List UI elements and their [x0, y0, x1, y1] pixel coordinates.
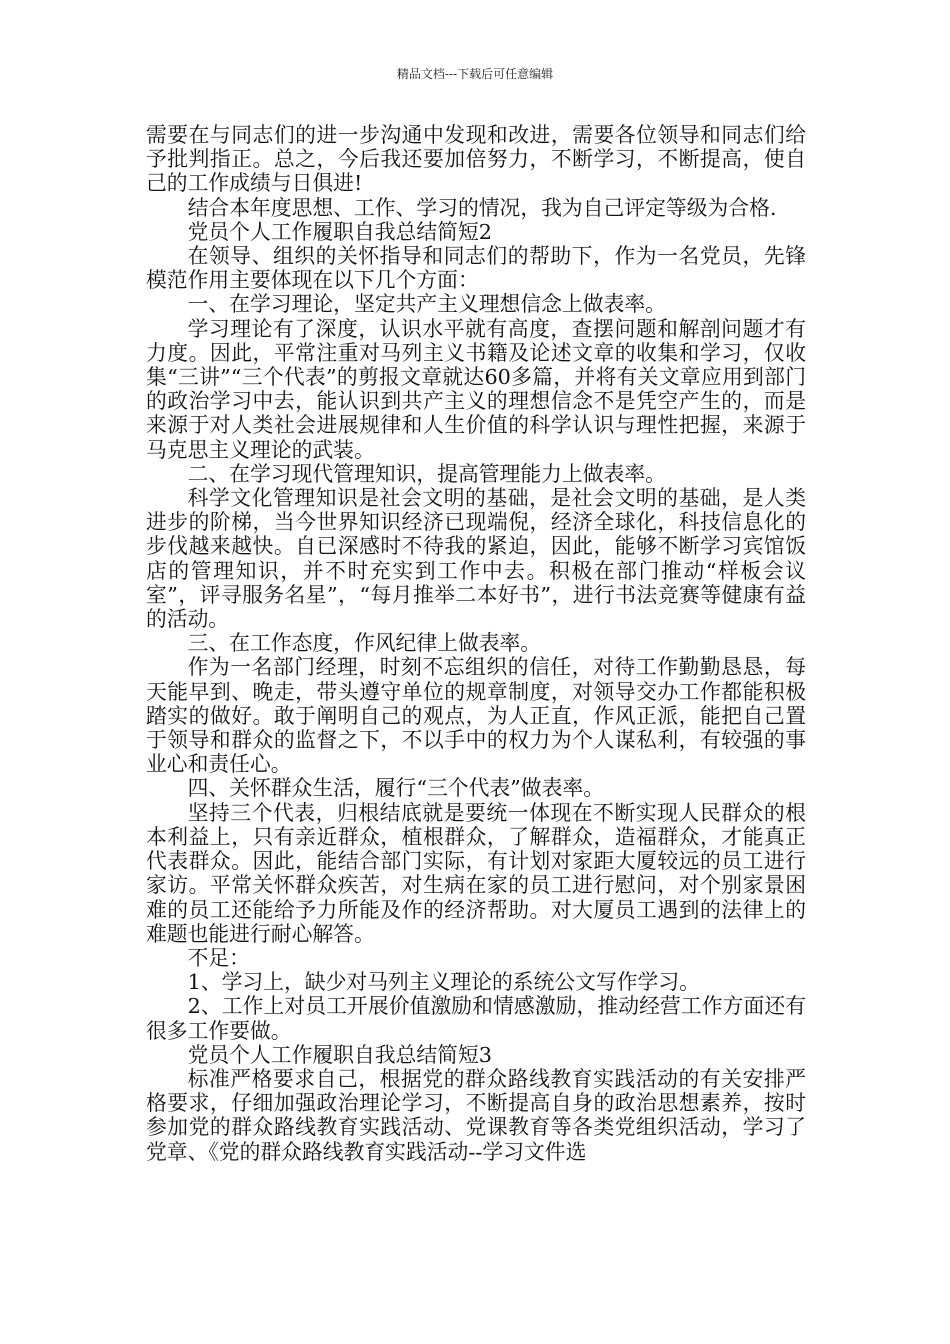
paragraph: 科学文化管理知识是社会文明的基础，是社会文明的基础，是人类进步的阶梯，当今世界知识经济已现端倪，经济全球化，科技信息化的步伐越来越快。自已深感时不待我的紧迫，因此，能够不断学习宾馆饭店的管理知识，并不时充实到工作中去。积极在部门推动“样板会议室”，评寻服务名星”，“每月推举二本好书”，进行书法竞赛等健康有益的活动。 [146, 486, 806, 632]
paragraph: 在领导、组织的关怀指导和同志们的帮助下，作为一名党员，先锋模范作用主要体现在以下几个方面： [146, 244, 806, 293]
subheading: 二、在学习现代管理知识，提高管理能力上做表率。 [187, 461, 666, 486]
subheading: 不足： [187, 945, 250, 970]
paragraph: 坚持三个代表，归根结底就是要统一体现在不断实现人民群众的根本利益上，只有亲近群众，植根群众，了解群众，造福群众，才能真正代表群众。因此，能结合部门实际，有计划对家距大厦较远的员工进行家访。平常关怀群众疾苦，对生病在家的员工进行慰问，对个别家景困难的员工还能给予力所能及作的经济帮助。对大厦员工遇到的法律上的难题也能进行耐心解答。 [146, 800, 806, 946]
subheading: 一、在学习理论，坚定共产主义理想信念上做表率。 [187, 292, 666, 317]
page-header: 精品文档---下载后可任意编辑 [396, 67, 554, 81]
paragraph: 需要在与同志们的进一步沟通中发现和改进，需要各位领导和同志们给予批判指正。总之，今后我还要加倍努力，不断学习，不断提高，使自己的工作成绩与日俱进! [146, 123, 806, 196]
paragraph: 学习理论有了深度，认识水平就有高度，查摆问题和解剖问题才有力度。因此，平常注重对马列主义书籍及论述文章的收集和学习，仅收集“三讲”“三个代表”的剪报文章就达60多篇，并将有关文章应用到部门的政治学习中去，能认识到共产主义的理想信念不是凭空产生的，而是来源于对人类社会进展规律和人生价值的科学认识与理性把握，来源于马克思主义理论的武装。 [146, 316, 806, 462]
list-item: 1、学习上，缺少对马列主义理论的系统公文写作学习。 [187, 970, 700, 995]
paragraph: 结合本年度思想、工作、学习的情况，我为自己评定等级为合格. [187, 195, 777, 220]
paragraph: 作为一名部门经理，时刻不忘组织的信任，对待工作勤勤恳恳，每天能早到、晚走，带头遵守单位的规章制度，对领导交办工作都能积极踏实的做好。敢于阐明自己的观点，为人正直，作风正派，能把自己置于领导和群众的监督之下，不以手中的权力为个人谋私利，有较强的事业心和责任心。 [146, 655, 806, 777]
paragraph: 标准严格要求自己，根据党的群众路线教育实践活动的有关安排严格要求，仔细加强政治理论学习，不断提高自身的政治思想素养，按时参加党的群众路线教育实践活动、党课教育等各类党组织活动，学习了党章、《党的群众路线教育实践活动--学习文件选 [146, 1066, 806, 1164]
list-item: 2、工作上对员工开展价值激励和情感激励，推动经营工作方面还有很多工作要做。 [146, 994, 806, 1043]
document-body [146, 123, 806, 1164]
section-heading: 党员个人工作履职自我总结简短2 [187, 219, 492, 244]
subheading: 四、关怀群众生活，履行“三个代表”做表率。 [187, 776, 604, 801]
section-heading: 党员个人工作履职自我总结简短3 [187, 1042, 492, 1067]
subheading: 三、在工作态度，作风纪律上做表率。 [187, 631, 542, 656]
